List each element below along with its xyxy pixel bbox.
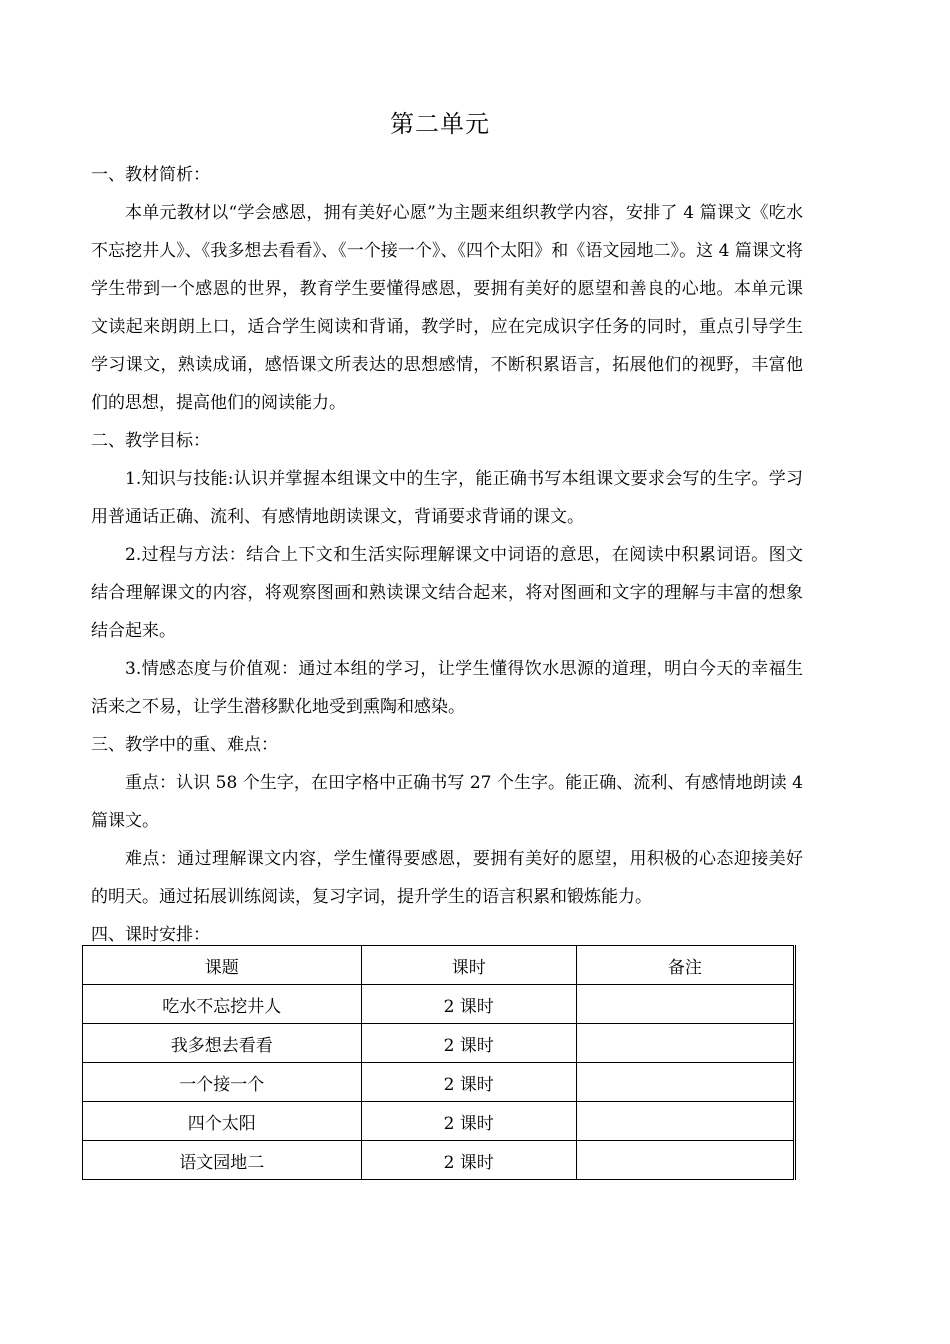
difficulty-paragraph: 难点：通过理解课文内容，学生懂得要感恩，要拥有美好的愿望，用积极的心态迎接美好的明天。通过拓展训练阅读，复习字词，提升学生的语言积累和锻炼能力。	[91, 849, 803, 907]
table-cell-notes	[576, 985, 794, 1024]
table-row	[83, 1024, 795, 1063]
page-title: 第二单元	[390, 110, 490, 138]
table-cell-notes	[576, 1024, 794, 1063]
column-header-notes: 备注	[576, 946, 794, 985]
table-header-row	[83, 946, 795, 985]
section-heading-goals: 二、教学目标：	[91, 431, 210, 451]
section-heading-key-points: 三、教学中的重、难点：	[91, 735, 278, 755]
section-heading-schedule: 四、课时安排：	[91, 925, 210, 945]
column-header-hours: 课时	[361, 946, 576, 985]
table-row	[83, 985, 795, 1024]
table-cell-notes	[576, 1063, 794, 1102]
table-cell-hours: 2 课时	[361, 1102, 576, 1141]
table-cell-topic: 四个太阳	[83, 1102, 362, 1141]
table-cell-hours: 2 课时	[361, 985, 576, 1024]
table-cell-topic: 吃水不忘挖井人	[83, 985, 362, 1024]
key-point-paragraph: 重点：认识 58 个生字，在田字格中正确书写 27 个生字。能正确、流利、有感情地朗读 4 篇课文。	[91, 773, 803, 831]
goal-knowledge-paragraph: 1.知识与技能:认识并掌握本组课文中的生字，能正确书写本组课文要求会写的生字。学习用普通话正确、流利、有感情地朗读课文，背诵要求背诵的课文。	[91, 469, 803, 527]
table-cell-notes	[576, 1141, 794, 1180]
table-cell-notes	[576, 1102, 794, 1141]
document-body	[91, 156, 803, 954]
table-cell-hours: 2 课时	[361, 1141, 576, 1180]
analysis-paragraph: 本单元教材以“学会感恩，拥有美好心愿”为主题来组织教学内容，安排了 4 篇课文《吃水不忘挖井人》、《我多想去看看》、《一个接一个》、《四个太阳》和《语文园地二》。这 4 篇课文将学生带到一个感恩的世界，教育学生要懂得感恩，要拥有美好的愿望和善良的心地。本单元课文读起来朗朗上口，适合学生阅读和背诵，教学时，应在完成识字任务的同时，重点引导学生学习课文，熟读成诵，感悟课文所表达的思想感情，不断积累语言，拓展他们的视野，丰富他们的思想，提高他们的阅读能力。	[91, 203, 803, 413]
goal-process-paragraph: 2.过程与方法：结合上下文和生活实际理解课文中词语的意思，在阅读中积累词语。图文结合理解课文的内容，将观察图画和熟读课文结合起来，将对图画和文字的理解与丰富的想象结合起来。	[91, 545, 803, 641]
goal-emotion-paragraph: 3.情感态度与价值观：通过本组的学习，让学生懂得饮水思源的道理，明白今天的幸福生活来之不易，让学生潜移默化地受到熏陶和感染。	[91, 659, 803, 717]
table-cell-hours: 2 课时	[361, 1024, 576, 1063]
table-cell-hours: 2 课时	[361, 1063, 576, 1102]
column-header-topic: 课题	[83, 946, 362, 985]
section-heading-analysis: 一、教材简析：	[91, 165, 210, 185]
table-row	[83, 1063, 795, 1102]
table-cell-topic: 语文园地二	[83, 1141, 362, 1180]
schedule-table	[82, 945, 796, 1180]
table-row	[83, 1141, 795, 1180]
table-cell-topic: 我多想去看看	[83, 1024, 362, 1063]
table-row	[83, 1102, 795, 1141]
table-cell-topic: 一个接一个	[83, 1063, 362, 1102]
